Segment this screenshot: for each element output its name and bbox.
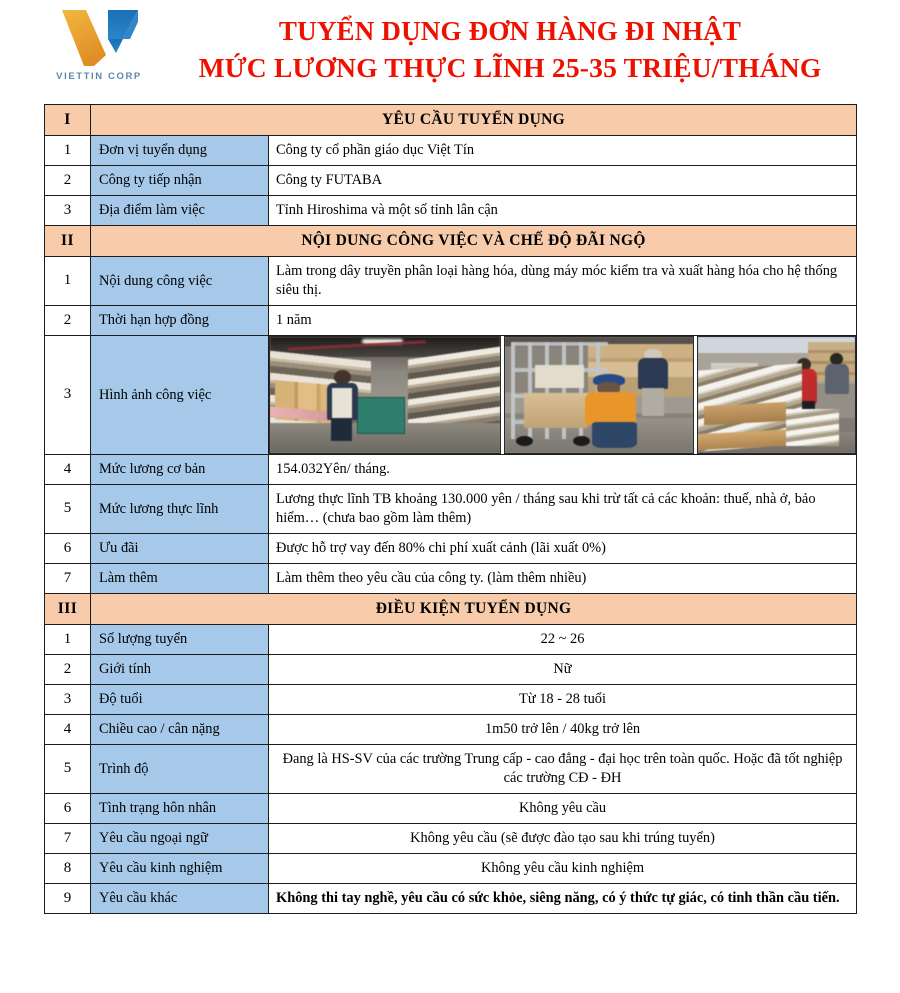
section-heading: YÊU CẦU TUYỂN DỤNG: [91, 105, 857, 136]
recruitment-table: [44, 104, 857, 914]
row-value: Không yêu cầu (sẽ được đào tạo sau khi trúng tuyển): [269, 824, 857, 854]
table-row: [45, 715, 857, 745]
row-label: Yêu cầu kinh nghiệm: [91, 854, 269, 884]
row-label: Mức lương cơ bản: [91, 455, 269, 485]
section-header-row: [45, 594, 857, 625]
row-label: Làm thêm: [91, 564, 269, 594]
section-heading: ĐIỀU KIỆN TUYỂN DỤNG: [91, 594, 857, 625]
table-row: [45, 564, 857, 594]
row-label: Nội dung công việc: [91, 257, 269, 306]
row-value: Không thi tay nghề, yêu cầu có sức khỏe, siêng năng, có ý thức tự giác, có tinh thần cầu tiến.: [269, 884, 857, 914]
row-value: 1 năm: [269, 306, 857, 336]
row-index: 2: [45, 306, 91, 336]
page-title: [160, 14, 860, 86]
row-value: Làm thêm theo yêu cầu của công ty. (làm thêm nhiều): [269, 564, 857, 594]
row-label: Mức lương thực lĩnh: [91, 485, 269, 534]
row-label: Thời hạn hợp đồng: [91, 306, 269, 336]
row-index: 3: [45, 336, 91, 455]
row-label: Yêu cầu ngoại ngữ: [91, 824, 269, 854]
table-row: [45, 166, 857, 196]
row-index: 2: [45, 655, 91, 685]
section-numeral: III: [45, 594, 91, 625]
row-index: 2: [45, 166, 91, 196]
row-value: Nữ: [269, 655, 857, 685]
row-index: 4: [45, 455, 91, 485]
table-body: [45, 105, 857, 914]
row-label: Độ tuổi: [91, 685, 269, 715]
row-index: 3: [45, 196, 91, 226]
row-index: 7: [45, 824, 91, 854]
row-label: Ưu đãi: [91, 534, 269, 564]
sorting-tables-photo: [697, 336, 856, 454]
brand-wordmark: VIETTIN CORP: [56, 71, 142, 82]
table-row: [45, 336, 857, 455]
row-label: Tình trạng hôn nhân: [91, 794, 269, 824]
row-index: 9: [45, 884, 91, 914]
row-value: Công ty cổ phần giáo dục Việt Tín: [269, 136, 857, 166]
warehouse-aisle-photo: [269, 336, 501, 454]
work-photos-cell: [269, 336, 857, 455]
title-line-1: TUYỂN DỤNG ĐƠN HÀNG ĐI NHẬT: [278, 16, 742, 46]
row-index: 5: [45, 485, 91, 534]
row-label: Trình độ: [91, 745, 269, 794]
row-value: Từ 18 - 28 tuổi: [269, 685, 857, 715]
table-row: [45, 655, 857, 685]
row-index: 8: [45, 854, 91, 884]
row-index: 6: [45, 794, 91, 824]
section-heading: NỘI DUNG CÔNG VIỆC VÀ CHẾ ĐỘ ĐÃI NGỘ: [91, 226, 857, 257]
table-row: [45, 257, 857, 306]
viettin-v-logo-icon: [56, 8, 142, 68]
row-value: Được hỗ trợ vay đến 80% chi phí xuất cảnh (lãi xuất 0%): [269, 534, 857, 564]
section-header-row: [45, 105, 857, 136]
row-value: 154.032Yên/ tháng.: [269, 455, 857, 485]
row-label: Chiều cao / cân nặng: [91, 715, 269, 745]
title-line-2: MỨC LƯƠNG THỰC LĨNH 25-35 TRIỆU/THÁNG: [198, 51, 822, 83]
row-value: Làm trong dây truyền phân loại hàng hóa, dùng máy móc kiểm tra và xuất hàng hóa cho hệ thống siêu thị.: [269, 257, 857, 306]
row-value: 22 ~ 26: [269, 625, 857, 655]
section-numeral: I: [45, 105, 91, 136]
row-index: 1: [45, 136, 91, 166]
table-row: [45, 306, 857, 336]
section-numeral: II: [45, 226, 91, 257]
row-value: Không yêu cầu kinh nghiệm: [269, 854, 857, 884]
row-label: Yêu cầu khác: [91, 884, 269, 914]
row-value: Tỉnh Hiroshima và một số tỉnh lân cận: [269, 196, 857, 226]
row-index: 4: [45, 715, 91, 745]
row-index: 1: [45, 257, 91, 306]
section-header-row: [45, 226, 857, 257]
row-value: Đang là HS-SV của các trường Trung cấp - cao đẳng - đại học trên toàn quốc. Hoặc đã tốt nghiệp các trường CĐ - ĐH: [269, 745, 857, 794]
page-header: [0, 0, 900, 100]
table-row: [45, 794, 857, 824]
row-value: 1m50 trở lên / 40kg trở lên: [269, 715, 857, 745]
row-label: Hình ảnh công việc: [91, 336, 269, 455]
table-row: [45, 136, 857, 166]
table-row: [45, 884, 857, 914]
table-row: [45, 196, 857, 226]
row-index: 5: [45, 745, 91, 794]
row-value: Không yêu cầu: [269, 794, 857, 824]
table-row: [45, 854, 857, 884]
row-index: 3: [45, 685, 91, 715]
row-index: 7: [45, 564, 91, 594]
table-row: [45, 745, 857, 794]
row-value: Lương thực lĩnh TB khoảng 130.000 yên / tháng sau khi trừ tất cả các khoản: thuế, nhà ở, bảo hiểm… (chưa bao gồm làm thêm): [269, 485, 857, 534]
table-row: [45, 455, 857, 485]
brand-logo: [44, 8, 154, 96]
table-row: [45, 685, 857, 715]
table-row: [45, 534, 857, 564]
table-row: [45, 485, 857, 534]
row-index: 1: [45, 625, 91, 655]
table-row: [45, 625, 857, 655]
row-value: Công ty FUTABA: [269, 166, 857, 196]
row-index: 6: [45, 534, 91, 564]
row-label: Giới tính: [91, 655, 269, 685]
row-label: Đơn vị tuyển dụng: [91, 136, 269, 166]
worker-trolley-photo: [504, 336, 694, 454]
row-label: Công ty tiếp nhận: [91, 166, 269, 196]
row-label: Số lượng tuyển: [91, 625, 269, 655]
table-row: [45, 824, 857, 854]
row-label: Địa điểm làm việc: [91, 196, 269, 226]
work-photo-strip: [269, 336, 856, 454]
